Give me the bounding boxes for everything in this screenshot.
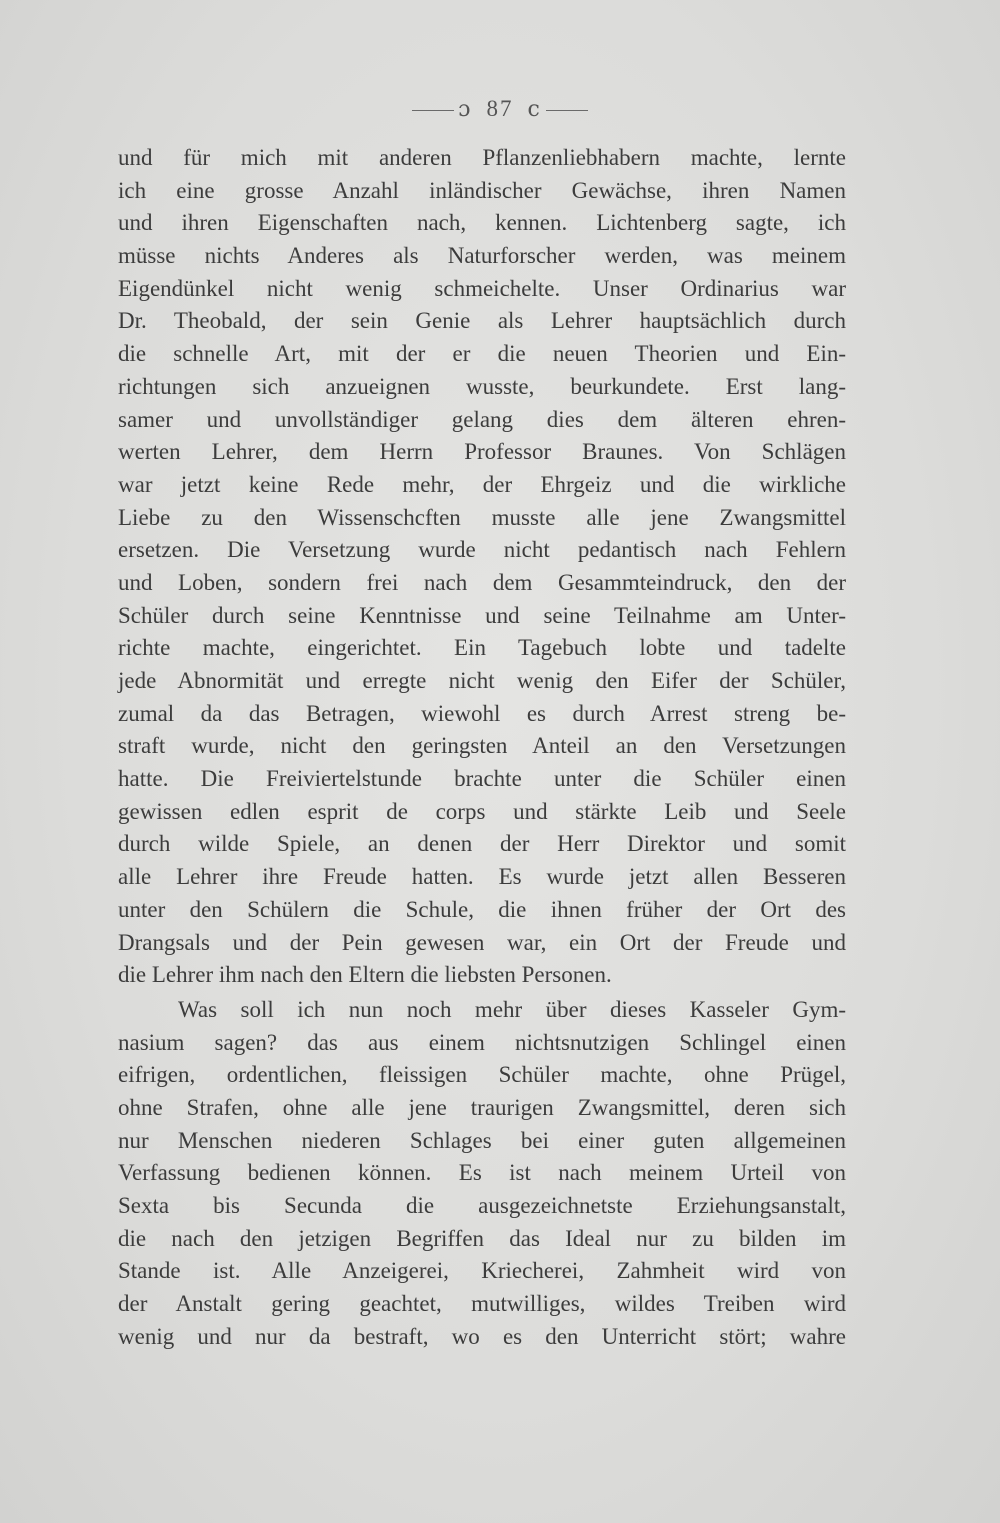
paragraph — [118, 994, 846, 1354]
header-rule-right — [546, 110, 588, 111]
text-line: hatte. Die Freiviertelstunde brachte unter die Schüler einen — [118, 766, 846, 792]
text-line: jede Abnormität und erregte nicht wenig den Eifer der Schüler, — [118, 668, 846, 693]
text-line: der Anstalt gering geachtet, mutwilliges, wildes Treiben wird — [118, 1291, 846, 1317]
text-line: müsse nichts Anderes als Naturforscher werden, was meinem — [118, 243, 846, 269]
text-line: Liebe zu den Wissenschcften musste alle jene Zwangsmittel — [118, 504, 846, 530]
body-text — [118, 142, 846, 1353]
text-line: eifrigen, ordentlichen, fleissigen Schüler machte, ohne Prügel, — [118, 1062, 846, 1088]
text-line: alle Lehrer ihre Freude hatten. Es wurde jetzt allen Besseren — [118, 864, 846, 890]
text-line: nasium sagen? das aus einem nichtsnutzigen Schlingel einen — [118, 1029, 846, 1055]
text-line: werten Lehrer, dem Herrn Professor Braunes. Von Schlägen — [118, 439, 846, 465]
text-line: samer und unvollständiger gelang dies dem älteren ehren- — [118, 406, 846, 432]
text-line: die nach den jetzigen Begriffen das Ideal nur zu bilden im — [118, 1225, 846, 1251]
text-line: Dr. Theobald, der sein Genie als Lehrer hauptsächlich durch — [118, 308, 846, 334]
text-line: ohne Strafen, ohne alle jene traurigen Zwangsmittel, deren sich — [118, 1094, 846, 1120]
text-line: und ihren Eigenschaften nach, kennen. Lichtenberg sagte, ich — [118, 210, 846, 236]
text-line: Stande ist. Alle Anzeigerei, Kriecherei, Zahmheit wird von — [118, 1258, 846, 1284]
text-line: richte machte, eingerichtet. Ein Tagebuch lobte und tadelte — [118, 635, 846, 661]
text-line: ersetzen. Die Versetzung wurde nicht pedantisch nach Fehlern — [118, 537, 846, 563]
text-line: die schnelle Art, mit der er die neuen Theorien und Ein- — [118, 341, 846, 367]
header-left-mark: ɔ — [458, 97, 473, 122]
text-line: wenig und nur da bestraft, wo es den Unterricht stört; wahre — [118, 1323, 846, 1349]
paragraph — [118, 142, 846, 992]
text-line: und Loben, sondern frei nach dem Gesammteindruck, den der — [118, 569, 846, 595]
text-line: gewissen edlen esprit de corps und stärkte Leib und Seele — [118, 798, 846, 824]
text-line: unter den Schülern die Schule, die ihnen früher der Ort des — [118, 896, 846, 922]
text-line: nur Menschen niederen Schlages bei einer guten allgemeinen — [118, 1127, 846, 1153]
header-rule-left — [412, 110, 454, 111]
text-line: war jetzt keine Rede mehr, der Ehrgeiz und die wirkliche — [118, 471, 846, 497]
text-line: Verfassung bedienen können. Es ist nach meinem Urteil von — [118, 1160, 846, 1186]
text-line: zumal da das Betragen, wiewohl es durch Arrest streng be- — [118, 700, 846, 726]
text-line: Schüler durch seine Kenntnisse und seine Teilnahme am Unter- — [118, 602, 846, 628]
text-line: Sexta bis Secunda die ausgezeichnetste Erziehungsanstalt, — [118, 1193, 846, 1218]
text-line: Drangsals und der Pein gewesen war, ein Ort der Freude und — [118, 929, 846, 955]
text-line: Eigendünkel nicht wenig schmeichelte. Unser Ordinarius war — [118, 275, 846, 301]
page-number: 87 — [486, 96, 514, 121]
text-line: straft wurde, nicht den geringsten Anteil an den Versetzungen — [118, 733, 846, 759]
header-right-mark: c — [527, 97, 542, 122]
page-header — [0, 96, 1000, 122]
text-line: durch wilde Spiele, an denen der Herr Direktor und somit — [118, 831, 846, 857]
text-line: ich eine grosse Anzahl inländischer Gewächse, ihren Namen — [118, 177, 846, 203]
text-line: die Lehrer ihm nach den Eltern die liebsten Personen. — [118, 962, 612, 988]
text-line: richtungen sich anzueignen wusste, beurkundete. Erst lang- — [118, 373, 846, 399]
text-line: Was soll ich nun noch mehr über dieses Kasseler Gym- — [178, 996, 846, 1022]
text-line: und für mich mit anderen Pflanzenliebhabern machte, lernte — [118, 145, 846, 170]
